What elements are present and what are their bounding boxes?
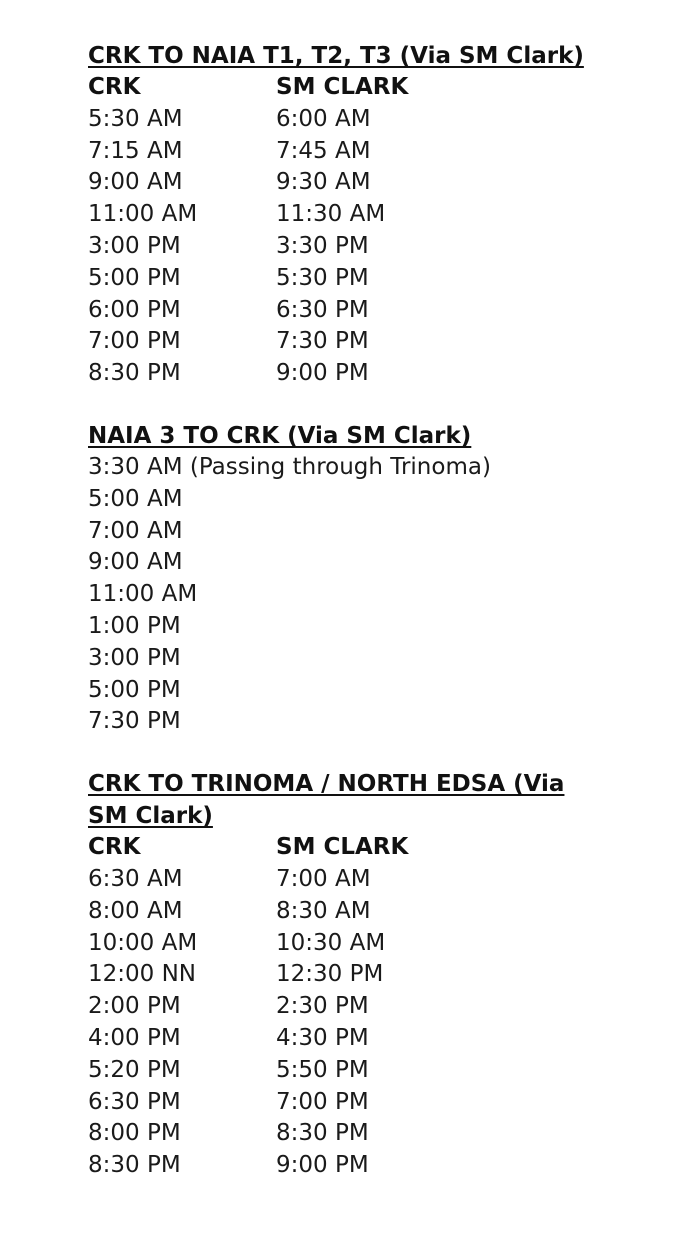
departure-time: 9:00 AM: [88, 169, 183, 196]
table-row: [88, 1118, 648, 1150]
list-item: 11:00 AM: [88, 581, 198, 608]
list-item: 5:00 PM: [88, 676, 181, 703]
column-headers: [88, 832, 648, 864]
departure-time: 8:30 PM: [88, 360, 181, 387]
schedule-list: [88, 452, 648, 738]
table-row: [88, 928, 648, 960]
stop-time: 7:00 AM: [276, 865, 371, 892]
table-row: [88, 358, 648, 390]
stop-time: 9:00 PM: [276, 360, 369, 387]
departure-time: 8:30 PM: [88, 1152, 181, 1179]
section-crk-to-naia: [88, 40, 648, 390]
departure-time: 12:00 NN: [88, 961, 197, 988]
section-naia-to-crk: [88, 420, 648, 738]
column-header-stop: SM CLARK: [276, 74, 409, 100]
list-item: 7:30 PM: [88, 708, 181, 735]
stop-time: 3:30 PM: [276, 232, 369, 259]
column-headers: [88, 72, 648, 104]
schedule-document: [88, 40, 648, 1182]
table-row: [88, 326, 648, 358]
list-item: 7:00 AM: [88, 517, 183, 544]
stop-time: 11:30 AM: [276, 201, 386, 228]
table-row: [88, 864, 648, 896]
departure-time: 8:00 AM: [88, 897, 183, 924]
departure-time: 3:00 PM: [88, 232, 181, 259]
schedule-table: [88, 104, 648, 390]
schedule-table: [88, 864, 648, 1182]
departure-time: 6:30 PM: [88, 1088, 181, 1115]
section-title: CRK TO TRINOMA / NORTH EDSA (Via SM Clark): [88, 771, 565, 830]
departure-time: 5:00 PM: [88, 264, 181, 291]
stop-time: 8:30 AM: [276, 897, 371, 924]
table-row: [88, 199, 648, 231]
table-row: [88, 104, 648, 136]
column-header-origin: CRK: [88, 74, 141, 100]
departure-time: 8:00 PM: [88, 1120, 181, 1147]
departure-time: 10:00 AM: [88, 929, 198, 956]
stop-time: 10:30 AM: [276, 929, 386, 956]
table-row: [88, 136, 648, 168]
departure-time: 5:30 AM: [88, 105, 183, 132]
departure-time: 5:20 PM: [88, 1056, 181, 1083]
section-title: CRK TO NAIA T1, T2, T3 (Via SM Clark): [88, 43, 584, 69]
table-row: [88, 1023, 648, 1055]
departure-time: 11:00 AM: [88, 201, 198, 228]
table-row: [88, 167, 648, 199]
stop-time: 7:30 PM: [276, 328, 369, 355]
list-item: 3:00 PM: [88, 644, 181, 671]
stop-time: 5:50 PM: [276, 1056, 369, 1083]
table-row: [88, 896, 648, 928]
section-title: NAIA 3 TO CRK (Via SM Clark): [88, 422, 472, 449]
stop-time: 2:30 PM: [276, 993, 369, 1020]
table-row: [88, 1150, 648, 1182]
table-row: [88, 1055, 648, 1087]
column-header-origin: CRK: [88, 834, 141, 861]
column-header-stop: SM CLARK: [276, 834, 409, 861]
stop-time: 6:00 AM: [276, 105, 371, 132]
stop-time: 12:30 PM: [276, 961, 384, 988]
stop-time: 7:45 AM: [276, 137, 371, 164]
stop-time: 9:00 PM: [276, 1152, 369, 1179]
stop-time: 6:30 PM: [276, 296, 369, 323]
table-row: [88, 231, 648, 263]
table-row: [88, 991, 648, 1023]
departure-time: 7:15 AM: [88, 137, 183, 164]
list-item: 1:00 PM: [88, 612, 181, 639]
stop-time: 5:30 PM: [276, 264, 369, 291]
list-item: 9:00 AM: [88, 549, 183, 576]
section-crk-to-trinoma: [88, 768, 648, 1182]
departure-time: 4:00 PM: [88, 1024, 181, 1051]
table-row: [88, 295, 648, 327]
departure-time: 2:00 PM: [88, 993, 181, 1020]
departure-time: 6:00 PM: [88, 296, 181, 323]
stop-time: 9:30 AM: [276, 169, 371, 196]
table-row: [88, 263, 648, 295]
departure-time: 7:00 PM: [88, 328, 181, 355]
list-item: 5:00 AM: [88, 485, 183, 512]
table-row: [88, 959, 648, 991]
stop-time: 4:30 PM: [276, 1024, 369, 1051]
departure-time: 6:30 AM: [88, 865, 183, 892]
list-item: 3:30 AM (Passing through Trinoma): [88, 453, 491, 480]
stop-time: 8:30 PM: [276, 1120, 369, 1147]
stop-time: 7:00 PM: [276, 1088, 369, 1115]
table-row: [88, 1087, 648, 1119]
